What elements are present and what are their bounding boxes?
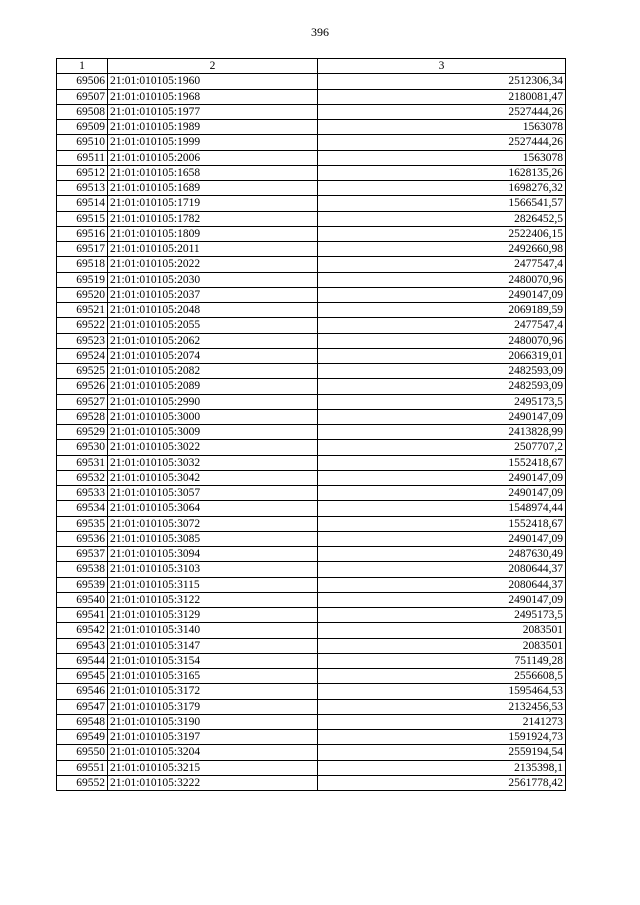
row-number-cell: 69543 [57,638,108,653]
table-row [57,287,566,302]
table-row [57,272,566,287]
cadastral-number-cell: 21:01:010105:1719 [108,196,318,211]
cadastral-value-cell: 1628135,26 [318,165,566,180]
table-body [57,74,566,791]
table-row [57,577,566,592]
cadastral-number-cell: 21:01:010105:3215 [108,760,318,775]
cadastral-value-cell: 1552418,67 [318,455,566,470]
row-number-cell: 69551 [57,760,108,775]
cadastral-value-cell: 2490147,09 [318,287,566,302]
row-number-cell: 69532 [57,470,108,485]
cadastral-value-cell: 2495173,5 [318,608,566,623]
table-row [57,608,566,623]
cadastral-number-cell: 21:01:010105:3094 [108,547,318,562]
column-header-3: 3 [318,59,566,74]
cadastral-value-cell: 2490147,09 [318,409,566,424]
cadastral-value-cell: 2083501 [318,638,566,653]
table-row [57,318,566,333]
row-number-cell: 69542 [57,623,108,638]
table-row [57,211,566,226]
cadastral-value-cell: 2527444,26 [318,135,566,150]
row-number-cell: 69541 [57,608,108,623]
table-row [57,257,566,272]
table-row [57,425,566,440]
cadastral-number-cell: 21:01:010105:2037 [108,287,318,302]
cadastral-value-cell: 2507707,2 [318,440,566,455]
table-row [57,455,566,470]
row-number-cell: 69510 [57,135,108,150]
cadastral-value-cell: 2559194,54 [318,745,566,760]
table-row [57,714,566,729]
cadastral-number-cell: 21:01:010105:2074 [108,348,318,363]
cadastral-number-cell: 21:01:010105:3042 [108,470,318,485]
row-number-cell: 69525 [57,364,108,379]
row-number-cell: 69523 [57,333,108,348]
row-number-cell: 69534 [57,501,108,516]
row-number-cell: 69550 [57,745,108,760]
cadastral-value-cell: 2522406,15 [318,226,566,241]
row-number-cell: 69544 [57,653,108,668]
row-number-cell: 69530 [57,440,108,455]
cadastral-value-cell: 2477547,4 [318,318,566,333]
row-number-cell: 69515 [57,211,108,226]
table-row [57,120,566,135]
cadastral-value-cell: 1566541,57 [318,196,566,211]
cadastral-number-cell: 21:01:010105:3190 [108,714,318,729]
cadastral-value-table [56,58,566,791]
row-number-cell: 69518 [57,257,108,272]
table-row [57,242,566,257]
cadastral-value-cell: 2826452,5 [318,211,566,226]
cadastral-value-cell: 2080644,37 [318,577,566,592]
cadastral-number-cell: 21:01:010105:2030 [108,272,318,287]
row-number-cell: 69538 [57,562,108,577]
row-number-cell: 69514 [57,196,108,211]
row-number-cell: 69552 [57,775,108,790]
cadastral-number-cell: 21:01:010105:2062 [108,333,318,348]
table-row [57,196,566,211]
cadastral-number-cell: 21:01:010105:3009 [108,425,318,440]
cadastral-value-cell: 2083501 [318,623,566,638]
row-number-cell: 69521 [57,303,108,318]
row-number-cell: 69531 [57,455,108,470]
cadastral-value-cell: 2132456,53 [318,699,566,714]
table-row [57,501,566,516]
row-number-cell: 69513 [57,181,108,196]
column-header-1: 1 [57,59,108,74]
cadastral-value-cell: 2480070,96 [318,272,566,287]
cadastral-number-cell: 21:01:010105:3179 [108,699,318,714]
cadastral-number-cell: 21:01:010105:3072 [108,516,318,531]
table-row [57,150,566,165]
table-row [57,592,566,607]
cadastral-number-cell: 21:01:010105:2990 [108,394,318,409]
table-row [57,730,566,745]
cadastral-number-cell: 21:01:010105:3129 [108,608,318,623]
cadastral-value-cell: 2512306,34 [318,74,566,89]
table-row [57,440,566,455]
cadastral-value-cell: 2490147,09 [318,592,566,607]
cadastral-value-cell: 2490147,09 [318,531,566,546]
cadastral-value-cell: 2492660,98 [318,242,566,257]
row-number-cell: 69549 [57,730,108,745]
cadastral-number-cell: 21:01:010105:2089 [108,379,318,394]
row-number-cell: 69528 [57,409,108,424]
cadastral-value-cell: 2080644,37 [318,562,566,577]
table-row [57,74,566,89]
cadastral-value-cell: 2490147,09 [318,486,566,501]
table-row [57,394,566,409]
row-number-cell: 69506 [57,74,108,89]
cadastral-number-cell: 21:01:010105:3147 [108,638,318,653]
row-number-cell: 69535 [57,516,108,531]
cadastral-number-cell: 21:01:010105:2006 [108,150,318,165]
cadastral-number-cell: 21:01:010105:2048 [108,303,318,318]
table-row [57,104,566,119]
row-number-cell: 69539 [57,577,108,592]
cadastral-value-cell: 2477547,4 [318,257,566,272]
row-number-cell: 69520 [57,287,108,302]
cadastral-number-cell: 21:01:010105:3122 [108,592,318,607]
row-number-cell: 69545 [57,669,108,684]
cadastral-number-cell: 21:01:010105:1809 [108,226,318,241]
row-number-cell: 69522 [57,318,108,333]
cadastral-value-cell: 2556608,5 [318,669,566,684]
table-row [57,379,566,394]
row-number-cell: 69519 [57,272,108,287]
column-header-2: 2 [108,59,318,74]
cadastral-number-cell: 21:01:010105:2055 [108,318,318,333]
cadastral-number-cell: 21:01:010105:1989 [108,120,318,135]
cadastral-number-cell: 21:01:010105:3057 [108,486,318,501]
row-number-cell: 69509 [57,120,108,135]
cadastral-number-cell: 21:01:010105:1658 [108,165,318,180]
table-row [57,165,566,180]
cadastral-value-cell: 2527444,26 [318,104,566,119]
table-row [57,547,566,562]
row-number-cell: 69536 [57,531,108,546]
cadastral-number-cell: 21:01:010105:3222 [108,775,318,790]
cadastral-number-cell: 21:01:010105:1960 [108,74,318,89]
cadastral-value-cell: 2561778,42 [318,775,566,790]
cadastral-number-cell: 21:01:010105:2082 [108,364,318,379]
table-header-row [57,59,566,74]
cadastral-value-cell: 1698276,32 [318,181,566,196]
row-number-cell: 69526 [57,379,108,394]
row-number-cell: 69529 [57,425,108,440]
cadastral-number-cell: 21:01:010105:3085 [108,531,318,546]
table-row [57,226,566,241]
table-row [57,775,566,790]
table-row [57,409,566,424]
cadastral-value-cell: 2487630,49 [318,547,566,562]
row-number-cell: 69546 [57,684,108,699]
row-number-cell: 69548 [57,714,108,729]
cadastral-value-cell: 2480070,96 [318,333,566,348]
table-row [57,531,566,546]
table-row [57,486,566,501]
row-number-cell: 69517 [57,242,108,257]
page-number: 396 [311,25,329,39]
cadastral-number-cell: 21:01:010105:3172 [108,684,318,699]
table-row [57,653,566,668]
row-number-cell: 69507 [57,89,108,104]
table-row [57,303,566,318]
cadastral-value-cell: 1552418,67 [318,516,566,531]
cadastral-number-cell: 21:01:010105:3022 [108,440,318,455]
cadastral-value-cell: 2490147,09 [318,470,566,485]
cadastral-number-cell: 21:01:010105:3165 [108,669,318,684]
row-number-cell: 69512 [57,165,108,180]
cadastral-value-cell: 2482593,09 [318,379,566,394]
row-number-cell: 69511 [57,150,108,165]
cadastral-value-cell: 751149,28 [318,653,566,668]
cadastral-value-cell: 1595464,53 [318,684,566,699]
row-number-cell: 69527 [57,394,108,409]
cadastral-number-cell: 21:01:010105:3140 [108,623,318,638]
table-row [57,760,566,775]
table-row [57,684,566,699]
row-number-cell: 69547 [57,699,108,714]
cadastral-number-cell: 21:01:010105:3154 [108,653,318,668]
cadastral-number-cell: 21:01:010105:3000 [108,409,318,424]
table-row [57,364,566,379]
row-number-cell: 69516 [57,226,108,241]
cadastral-number-cell: 21:01:010105:3204 [108,745,318,760]
table-row [57,623,566,638]
cadastral-number-cell: 21:01:010105:1782 [108,211,318,226]
row-number-cell: 69537 [57,547,108,562]
table-row [57,669,566,684]
cadastral-number-cell: 21:01:010105:3115 [108,577,318,592]
cadastral-number-cell: 21:01:010105:3064 [108,501,318,516]
cadastral-number-cell: 21:01:010105:2011 [108,242,318,257]
cadastral-number-cell: 21:01:010105:2022 [108,257,318,272]
cadastral-value-cell: 2135398,1 [318,760,566,775]
cadastral-value-cell: 2180081,47 [318,89,566,104]
table-row [57,638,566,653]
table-row [57,181,566,196]
table-row [57,745,566,760]
cadastral-value-cell: 1563078 [318,150,566,165]
table-row [57,470,566,485]
cadastral-value-cell: 2482593,09 [318,364,566,379]
cadastral-value-cell: 2069189,59 [318,303,566,318]
cadastral-value-cell: 1548974,44 [318,501,566,516]
row-number-cell: 69533 [57,486,108,501]
cadastral-number-cell: 21:01:010105:3103 [108,562,318,577]
cadastral-value-cell: 2141273 [318,714,566,729]
cadastral-number-cell: 21:01:010105:1999 [108,135,318,150]
cadastral-number-cell: 21:01:010105:1689 [108,181,318,196]
table-row [57,135,566,150]
cadastral-number-cell: 21:01:010105:3032 [108,455,318,470]
cadastral-number-cell: 21:01:010105:3197 [108,730,318,745]
cadastral-value-cell: 1563078 [318,120,566,135]
cadastral-number-cell: 21:01:010105:1968 [108,89,318,104]
cadastral-value-cell: 2413828,99 [318,425,566,440]
cadastral-value-cell: 2495173,5 [318,394,566,409]
table-row [57,89,566,104]
table-row [57,348,566,363]
row-number-cell: 69540 [57,592,108,607]
row-number-cell: 69508 [57,104,108,119]
table-row [57,516,566,531]
table-row [57,562,566,577]
cadastral-number-cell: 21:01:010105:1977 [108,104,318,119]
cadastral-value-cell: 2066319,01 [318,348,566,363]
row-number-cell: 69524 [57,348,108,363]
cadastral-value-cell: 1591924,73 [318,730,566,745]
table-row [57,333,566,348]
table-row [57,699,566,714]
